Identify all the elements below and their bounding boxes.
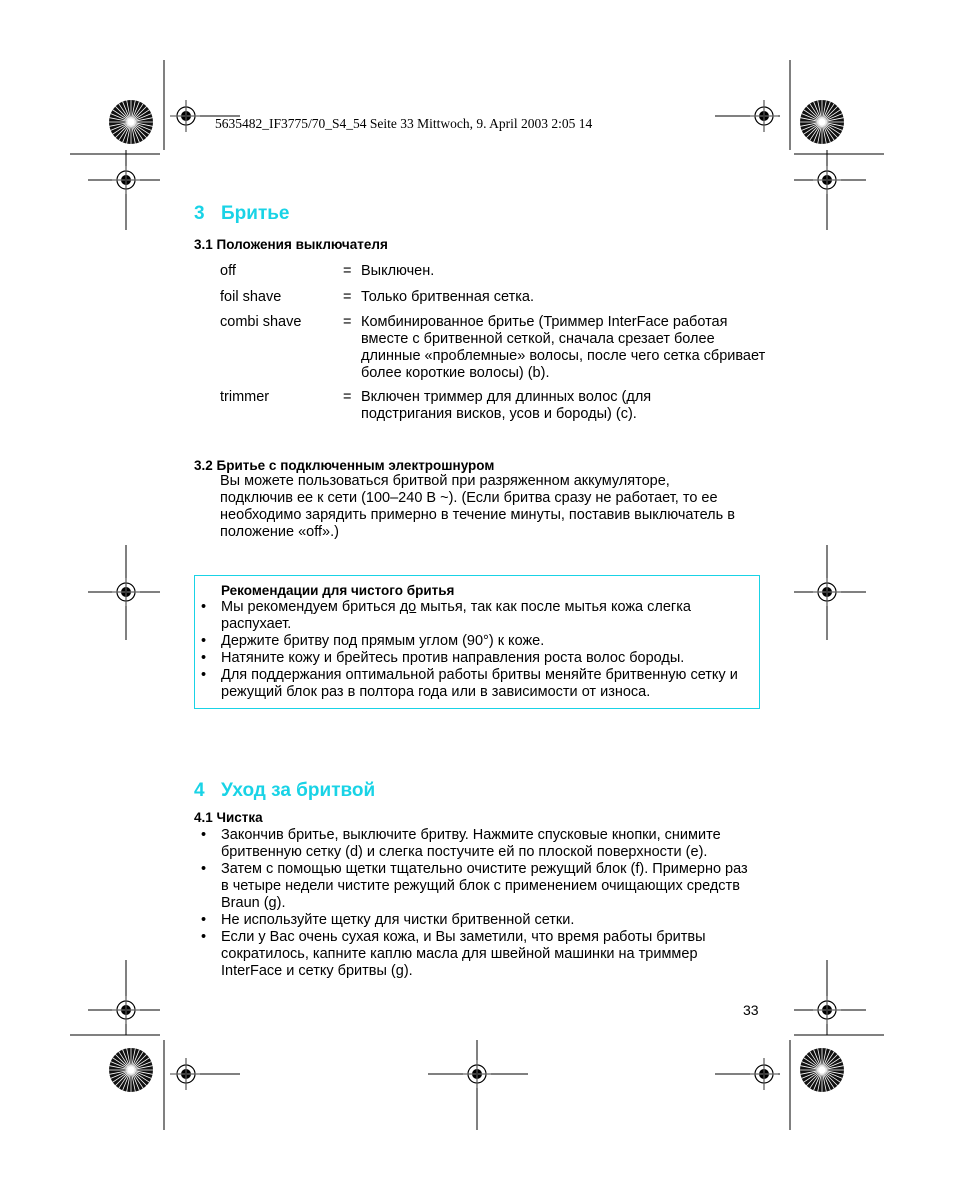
subsection-3-1-heading: 3.1 Положения выключателя (194, 237, 388, 252)
list-item: • Закончив бритье, выключите бритву. Нажмите спусковые кнопки, снимите бритвенную сетку (d) и слегка постучите ей по плоской поверхности (e). (194, 827, 754, 861)
list-item: • Затем с помощью щетки тщательно очистите режущий блок (f). Примерно раз в четыре недели чистите режущий блок с применением очищающих средств Braun (g). (194, 861, 754, 912)
equals-sign: = (343, 389, 352, 405)
section-3-heading (194, 203, 290, 225)
print-header: 5635482_IF3775/70_S4_54 Seite 33 Mittwoch, 9. April 2003 2:05 14 (215, 116, 593, 131)
equals-sign: = (343, 289, 352, 305)
section-4-heading (194, 780, 375, 802)
subsection-3-2-heading: 3.2 Бритье с подключенным электрошнуром (194, 458, 495, 473)
cleaning-list (194, 827, 754, 980)
switch-description: Только бритвенная сетка. (361, 289, 534, 305)
equals-sign: = (343, 263, 352, 279)
equals-sign: = (343, 314, 352, 330)
switch-description: Комбинированное бритье (Триммер InterFace работая вместе с бритвенной сеткой, сначала срезает более длинные «проблемные» волосы, после чего сетка сбривает более короткие волосы) (b). (361, 314, 766, 381)
tips-heading: Рекомендации для чистого бритья (221, 583, 455, 598)
list-item: • Натяните кожу и брейтесь против направления роста волос бороды. (194, 650, 758, 667)
section-3-number: 3 (194, 203, 205, 224)
list-item: • Не используйте щетку для чистки бритвенной сетки. (194, 912, 754, 929)
switch-term: combi shave (220, 314, 302, 330)
list-item: • Держите бритву под прямым углом (90°) к коже. (194, 633, 758, 650)
tips-list (194, 599, 758, 701)
underlined-word: до (399, 599, 417, 615)
page-number: 33 (743, 1002, 759, 1018)
list-item: • Мы рекомендуем бриться до мытья, так как после мытья кожа слегка распухает. (194, 599, 758, 633)
switch-term: off (220, 263, 236, 279)
section-4-number: 4 (194, 780, 205, 801)
switch-term: foil shave (220, 289, 282, 305)
subsection-4-1-heading: 4.1 Чистка (194, 810, 263, 825)
section-4-title: Уход за бритвой (221, 780, 376, 801)
list-item: • Если у Вас очень сухая кожа, и Вы заметили, что время работы бритвы сократилось, капните каплю масла для швейной машинки на триммер InterFace и сетку бритвы (g). (194, 929, 754, 980)
switch-term: trimmer (220, 389, 270, 405)
corded-shaving-paragraph: Вы можете пользоваться бритвой при разряженном аккумуляторе, подключив ее к сети (100–240 В ~). (Если бритва сразу не работает, то ее необходимо зарядить примерно в течение минуты, поставив выключатель в положение «off».) (220, 473, 735, 540)
switch-description: Включен триммер для длинных волос (для подстригания висков, усов и бороды) (c). (361, 389, 652, 422)
list-item: • Для поддержания оптимальной работы бритвы меняйте бритвенную сетку и режущий блок раз в полтора года или в зависимости от износа. (194, 667, 758, 701)
switch-description: Выключен. (361, 263, 435, 279)
section-3-title: Бритье (221, 203, 290, 224)
